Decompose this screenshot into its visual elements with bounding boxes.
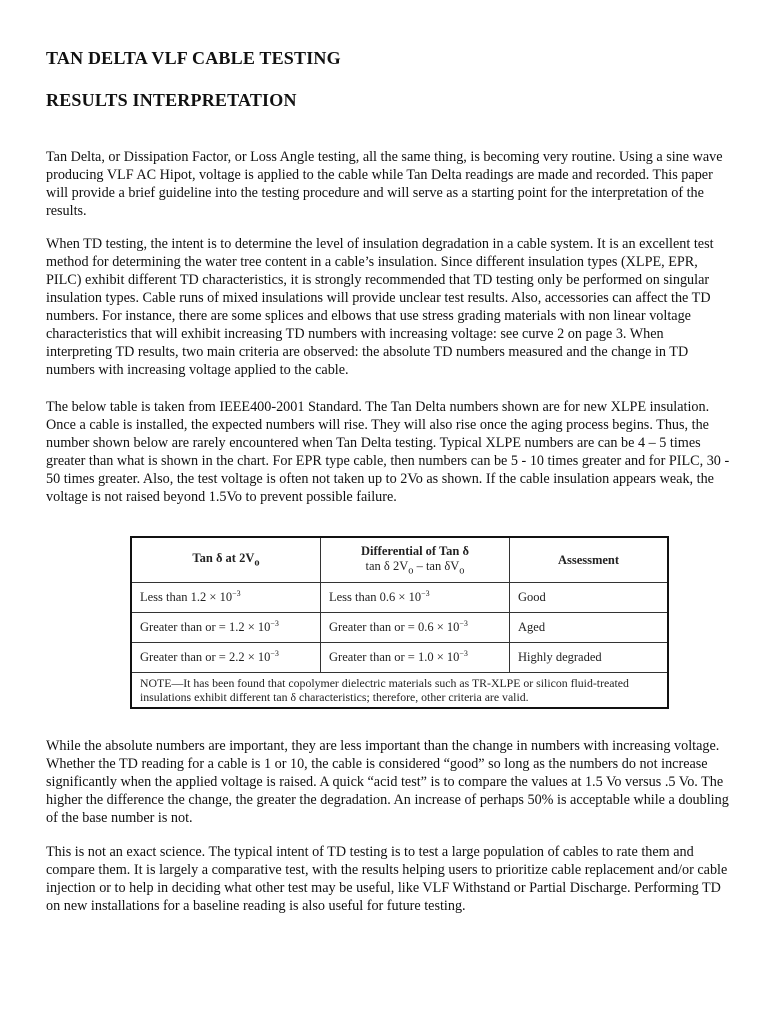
paragraph-absolute-numbers: While the absolute numbers are important, they are less important than the change in numbers with increasing voltage. Whether the TD reading for a cable is 1 or 10, the cable is considered “good” so long as the numbers do not increase significantly when the applied voltage is raised. A quick “acid test” is to compare the values at 1.5 Vo versus .5 Vo. The higher the difference the change, the greater the degradation. An increase of perhaps 50% is acceptable while a doubling of the base number is not. bbox=[46, 738, 729, 826]
table-note-row bbox=[131, 673, 668, 709]
table-cell: Less than $0.6 \times 10^{-3}$ bbox=[321, 583, 510, 613]
table-cell: Highly degraded bbox=[510, 643, 669, 673]
table-cell: Greater than or = $2.2 \times 10^{-3}$ bbox=[131, 643, 321, 673]
table-row bbox=[131, 583, 668, 613]
table-cell: Aged bbox=[510, 613, 669, 643]
table-cell: Less than $1.2 \times 10^{-3}$ bbox=[131, 583, 321, 613]
table-cell: Good bbox=[510, 583, 669, 613]
table-cell: Greater than or = $1.0 \times 10^{-3}$ bbox=[321, 643, 510, 673]
assessment-table bbox=[130, 536, 669, 709]
table-note: NOTE—It has been found that copolymer dielectric materials such as TR-XLPE or silicon fluid-treated insulations exhibit different tan δ characteristics; therefore, other criteria are valid. bbox=[131, 673, 668, 709]
document-title: TAN DELTA VLF CABLE TESTING bbox=[46, 48, 341, 68]
document-subtitle: RESULTS INTERPRETATION bbox=[46, 90, 297, 110]
table-row bbox=[131, 643, 668, 673]
table-header-row bbox=[131, 537, 668, 583]
paragraph-td-testing: When TD testing, the intent is to determine the level of insulation degradation in a cable system. It is an excellent test method for determining the water tree content in a cable’s insulation. Since different insulation types (XLPE, EPR, PILC) exhibit different TD characteristics, it is strongly recommended that TD testing only be performed on singular insulation types. Cable runs of mixed insulations will provide unclear test results. Also, accessories can affect the TD numbers. For instance, there are some splices and elbows that use stress grading materials with non linear voltage characteristics that will exhibit increasing TD numbers with increasing voltage: see curve 2 on page 3. When interpreting TD results, two main criteria are observed: the absolute TD numbers measured and the change in TD numbers with increasing voltage applied to the cable. bbox=[46, 236, 714, 378]
header-tan-delta: Tan δ at $2V_o$ bbox=[131, 537, 321, 583]
header-assessment: Assessment bbox=[510, 537, 669, 583]
table-cell: Greater than or = $0.6 \times 10^{-3}$ bbox=[321, 613, 510, 643]
paragraph-not-exact-science: This is not an exact science. The typical intent of TD testing is to test a large population of cables to rate them and compare them. It is largely a comparative test, with the results helping users to prioritize cable replacement and/or cable injection or to help in deciding what other test may be useful, like VLF Withstand or Partial Discharge. Performing TD on new installations for a baseline reading is also useful for future testing. bbox=[46, 844, 728, 914]
paragraph-ieee-table: The below table is taken from IEEE400-2001 Standard. The Tan Delta numbers shown are for new XLPE insulation. Once a cable is installed, the expected numbers will rise. They will also rise once the aging process begins. Thus, the number shown below are rarely encountered when Tan Delta testing. Typical XLPE numbers are can be 4 – 5 times greater than what is shown in the chart. For EPR type cable, then numbers can be 5 - 10 times greater and for PILC, 30 - 50 times greater. Also, the test voltage is often not taken up to 2Vo as shown. If the cable insulation appears weak, the voltage is not raised beyond 1.5Vo to prevent possible failure. bbox=[46, 399, 730, 505]
table-row bbox=[131, 613, 668, 643]
paragraph-intro: Tan Delta, or Dissipation Factor, or Loss Angle testing, all the same thing, is becoming very routine. Using a sine wave producing VLF AC Hipot, voltage is applied to the cable while Tan Delta readings are made and recorded. This paper will provide a brief guideline into the testing procedure and will serve as a starting point for the interpretation of the results. bbox=[46, 149, 723, 219]
table-cell: Greater than or = $1.2 \times 10^{-3}$ bbox=[131, 613, 321, 643]
header-differential: Differential of Tan δ tan δ $2V_o$ – $\tan \delta V_o$ bbox=[321, 537, 510, 583]
